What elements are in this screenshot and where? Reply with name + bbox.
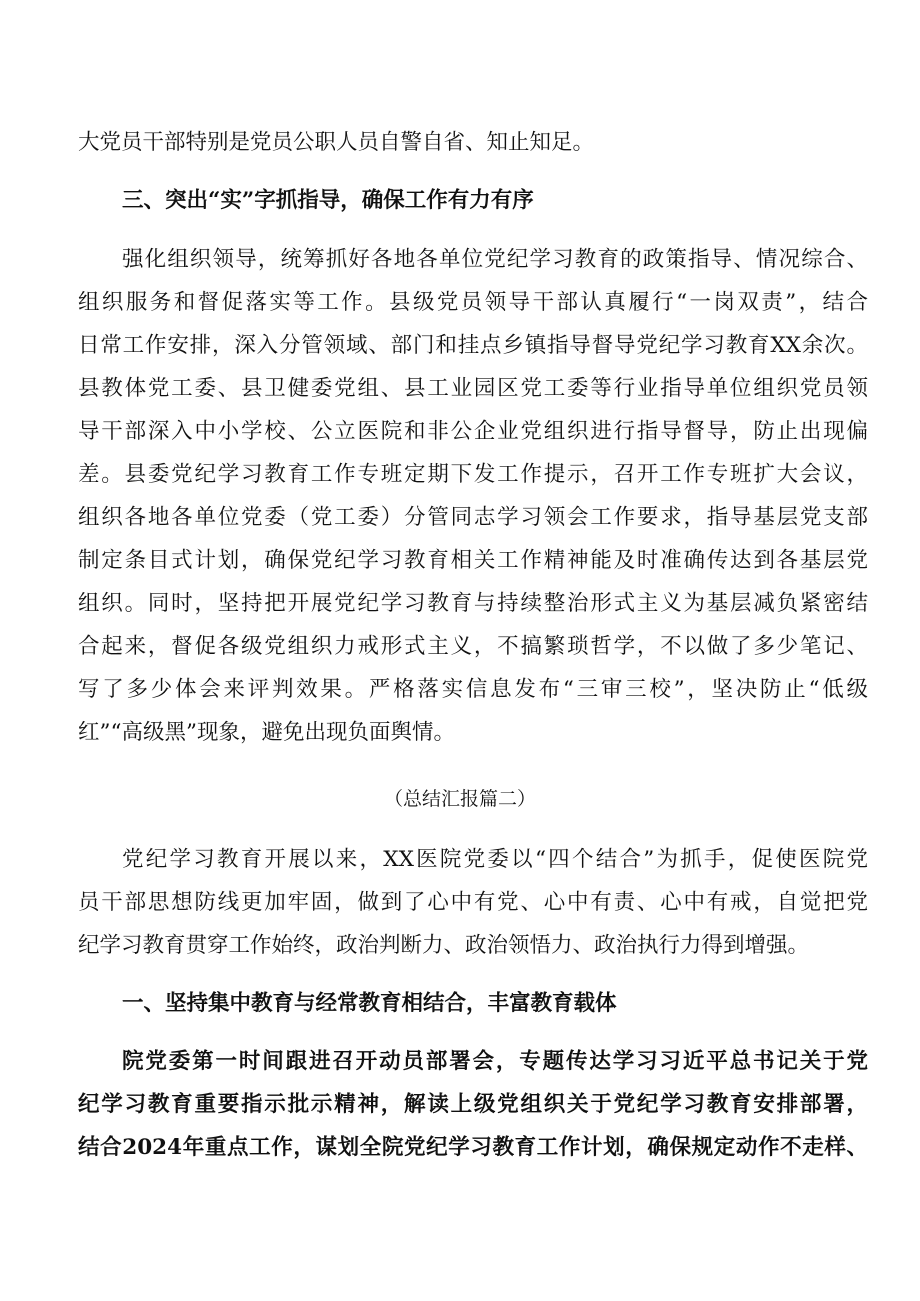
paragraph-line: 组织各地各单位党委（党工委）分管同志学习领会工作要求，指导基层党支部 — [78, 505, 868, 530]
paragraph-line: 纪学习教育重要指示批示精神，解读上级党组织关于党纪学习教育安排部署， — [78, 1092, 868, 1117]
paragraph-line: 纪学习教育贯穿工作始终，政治判断力、政治领悟力、政治执行力得到增强。 — [78, 933, 810, 958]
document-subtitle: （总结汇报篇二） — [383, 788, 536, 810]
paragraph-line: 员干部思想防线更加牢固，做到了心中有党、心中有责、心中有戒，自觉把党 — [78, 890, 868, 915]
paragraph-line: 导干部深入中小学校、公立医院和非公企业党组织进行指导督导，防止出现偏 — [78, 419, 868, 444]
paragraph-line: 院党委第一时间跟进召开动员部署会，专题传达学习习近平总书记关于党 — [122, 1049, 868, 1074]
section-heading: 一、坚持集中教育与经常教育相结合，丰富教育载体 — [122, 991, 617, 1016]
paragraph-line: 差。县委党纪学习教育工作专班定期下发工作提示，召开工作专班扩大会议， — [78, 462, 868, 487]
paragraph-line: 党纪学习教育开展以来，XX医院党委以“四个结合”为抓手，促使医院党 — [122, 847, 868, 872]
paragraph-line: 大党员干部特别是党员公职人员自警自省、知止知足。 — [78, 130, 595, 155]
paragraph-line: 写了多少体会来评判效果。严格落实信息发布“三审三校”，坚决防止“低级 — [78, 677, 868, 702]
paragraph-line: 结合2024年重点工作，谋划全院党纪学习教育工作计划，确保规定动作不走样、 — [78, 1135, 868, 1160]
paragraph-line: 县教体党工委、县卫健委党组、县工业园区党工委等行业指导单位组织党员领 — [78, 376, 868, 401]
section-heading: 三、突出“实”字抓指导，确保工作有力有序 — [122, 188, 534, 213]
paragraph-line: 组织服务和督促落实等工作。县级党员领导干部认真履行“一岗双责”，结合 — [78, 290, 868, 315]
paragraph-line: 合起来，督促各级党组织力戒形式主义，不搞繁琐哲学，不以做了多少笔记、 — [78, 634, 868, 659]
paragraph-line: 强化组织领导，统筹抓好各地各单位党纪学习教育的政策指导、情况综合、 — [122, 247, 868, 272]
paragraph-line: 日常工作安排，深入分管领域、部门和挂点乡镇指导督导党纪学习教育XX余次。 — [78, 333, 868, 358]
paragraph-line: 红”“高级黑”现象，避免出现负面舆情。 — [78, 720, 455, 745]
paragraph-line: 制定条目式计划，确保党纪学习教育相关工作精神能及时准确传达到各基层党 — [78, 548, 868, 573]
paragraph-line: 组织。同时，坚持把开展党纪学习教育与持续整治形式主义为基层减负紧密结 — [78, 591, 868, 616]
